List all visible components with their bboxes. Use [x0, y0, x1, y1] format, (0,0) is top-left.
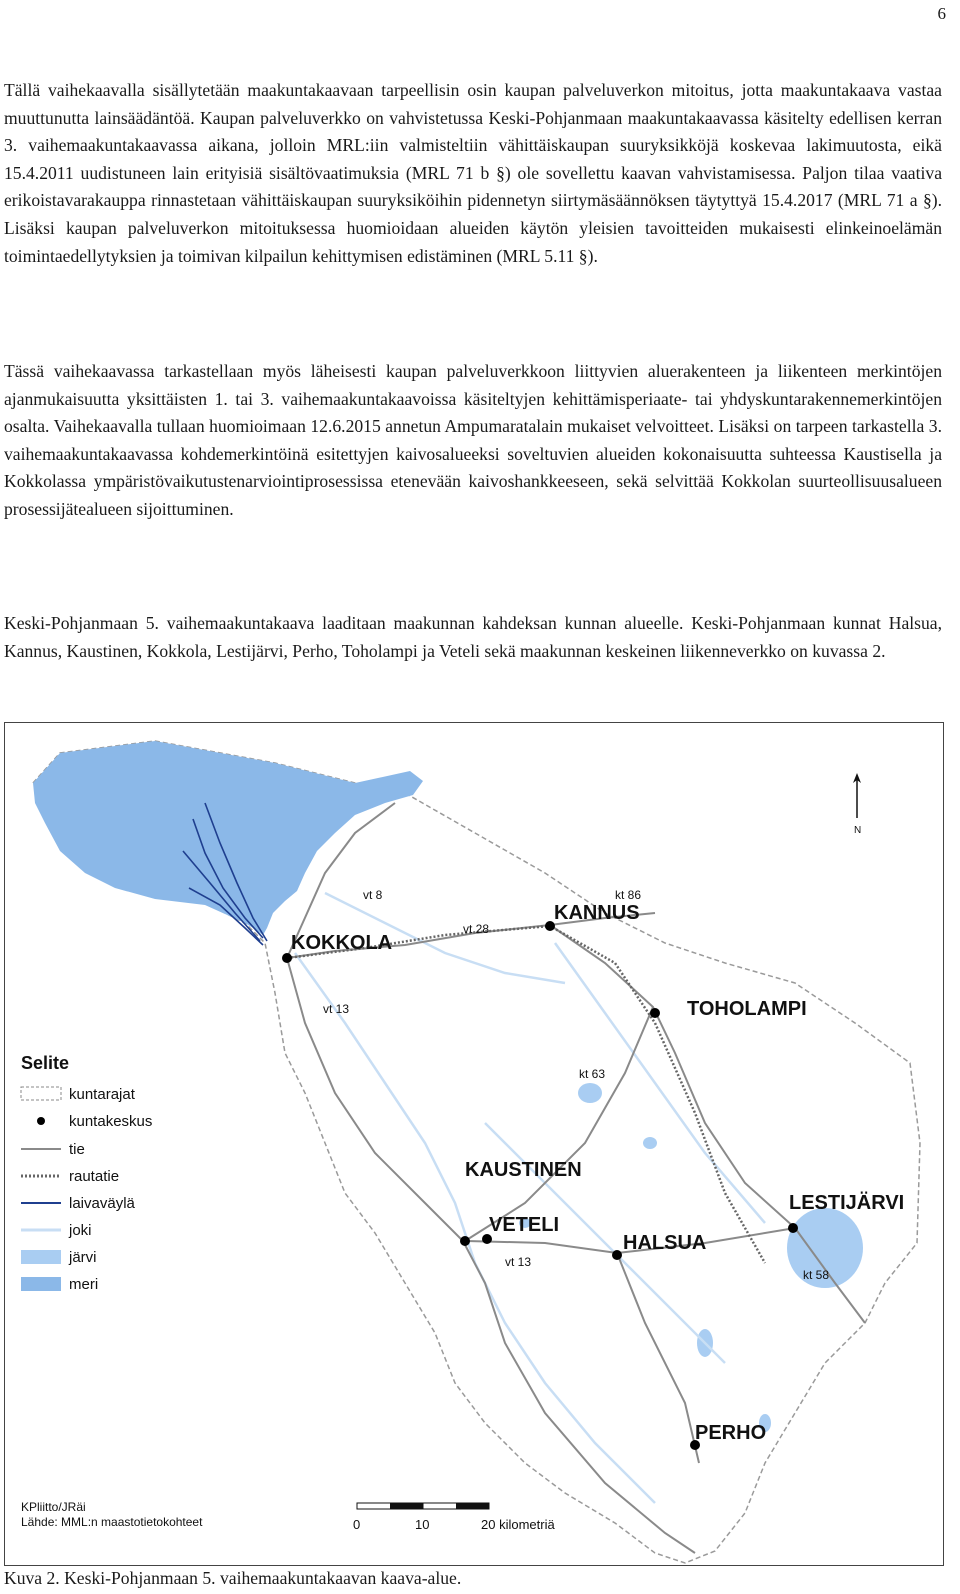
road-label-vt8: vt 8 [363, 888, 383, 902]
legend-label-joki: joki [69, 1222, 92, 1239]
town-label-kokkola: KOKKOLA [291, 932, 393, 954]
legend-label-jarvi: järvi [69, 1249, 97, 1266]
paragraph-2: Tässä vaihekaavassa tarkastellaan myös läheisesti kaupan palveluverkkoon liittyvien aluerakenteen ja liikenteen merkintöjen ajanmukaisuutta yksittäisten 1. tai 3. vaihemaakuntakaavoissa käsiteltyjen kehittämisperiaate- tai yhdyskuntarakennemerkintöjen osalta. Vaihekaavalla tullaan huomioimaan 12.6.2015 annetun Ampumaratalain mukaiset velvoitteet. Lisäksi on tarpeen tarkastella 3. vaihemaakuntakaavassa kohdemerkintöinä esitettyjen kaivosalueeksi soveltuvien alueiden kokonaisuutta suhteessa Kaustisella ja Kokkolassa ympäristövaikutustenarviointiprosessissa etenevään kaivoshankkeeseen, sekä selvittää Kokkolan suurteollisuusalueen prosessijätealueen sijoittuminen. [4, 361, 942, 519]
map-figure [4, 722, 944, 1566]
figure-caption: Kuva 2. Keski-Pohjanmaan 5. vaihemaakuntakaavan kaava-alue. [4, 1568, 462, 1588]
town-label-perho: PERHO [695, 1422, 767, 1444]
north-label: N [854, 825, 862, 836]
legend-label-rautatie: rautatie [69, 1168, 120, 1185]
legend-label-meri: meri [69, 1276, 99, 1293]
road-label-vt28: vt 28 [463, 922, 490, 936]
town-label-kaustinen: KAUSTINEN [465, 1159, 582, 1181]
legend-swatch-kuntakeskus [37, 1117, 45, 1125]
legend-swatch-meri [21, 1277, 61, 1291]
road-label-kt63: kt 63 [579, 1067, 606, 1081]
town-label-toholampi: TOHOLAMPI [687, 998, 807, 1020]
legend [21, 1053, 152, 1293]
town-label-kannus: KANNUS [554, 902, 640, 924]
legend-label-tie: tie [69, 1141, 85, 1158]
map-svg [5, 723, 943, 1565]
legend-swatch-kuntarajat [21, 1087, 61, 1100]
road-label-vt13-south: vt 13 [505, 1255, 532, 1269]
road-label-vt13-north: vt 13 [323, 1002, 350, 1016]
legend-swatch-jarvi [21, 1250, 61, 1264]
legend-label-kuntakeskus: kuntakeskus [69, 1113, 153, 1130]
legend-title: Selite [21, 1053, 70, 1073]
town-label-halsua: HALSUA [623, 1232, 707, 1254]
road-label-kt58: kt 58 [803, 1268, 830, 1282]
scale-bar [357, 1503, 489, 1509]
scale-tick-0: 0 [353, 1517, 361, 1532]
page-number: 6 [937, 4, 946, 23]
town-label-veteli: VETELI [489, 1214, 560, 1236]
scale-tick-10: 10 [415, 1517, 430, 1532]
scale-tick-20: 20 kilometriä [481, 1517, 555, 1532]
legend-label-kuntarajat: kuntarajat [69, 1086, 135, 1103]
north-arrow [853, 773, 861, 836]
road-label-kt86: kt 86 [615, 888, 642, 902]
town-label-lestijarvi: LESTIJÄRVI [789, 1192, 905, 1214]
legend-label-laivavayla: laivaväylä [69, 1195, 135, 1212]
paragraph-3: Keski-Pohjanmaan 5. vaihemaakuntakaava laaditaan maakunnan kahdeksan kunnan alueelle. Keski-Pohjanmaan kunnat Halsua, Kannus, Kaustinen, Kokkola, Lestijärvi, Perho, Toholampi ja Veteli sekä maakunnan keskeinen liikenneverkko on kuvassa 2. [4, 613, 942, 661]
paragraph-1: Tällä vaihekaavalla sisällytetään maakuntakaavaan tarpeellisin osin kaupan palveluverkon mitoitus, jotta maakuntakaava vastaa muuttunutta lainsäädäntöä. Kaupan palveluverkko on vahvistetussa Keski-Pohjanmaan maakuntakaavassa käsitelty edellisen kerran 3. vaihemaakuntakaavassa aikana, jolloin MRL:iin valmisteltiin vähittäiskaupan suuryksikköjä koskevaa lakimuutosta, eikä 15.4.2011 uudistuneen lain erityisiä sisältövaatimuksia (MRL 71 b §) ole sovellettu kaavan vahvistamisessa. Paljon tilaa vaativa erikoistavarakauppa rinnastetaan vähittäiskaupan suuryksiköihin pidennetyn siirtymäsäännöksen täytyttyä 15.4.2017 (MRL 71 a §). Lisäksi kaupan palveluverkon mitoituksessa huomioidaan alueiden käytön yleisien tavoitteiden mukaisesti elinkeinoelämän toimintaedellytyksien ja toimivan kilpailun kehittymisen edistäminen (MRL 5.11 §). [4, 80, 942, 266]
map-credit-author: KPliitto/JRäi [21, 1500, 86, 1514]
map-credit-source: Lähde: MML:n maastotietokohteet [21, 1515, 203, 1529]
